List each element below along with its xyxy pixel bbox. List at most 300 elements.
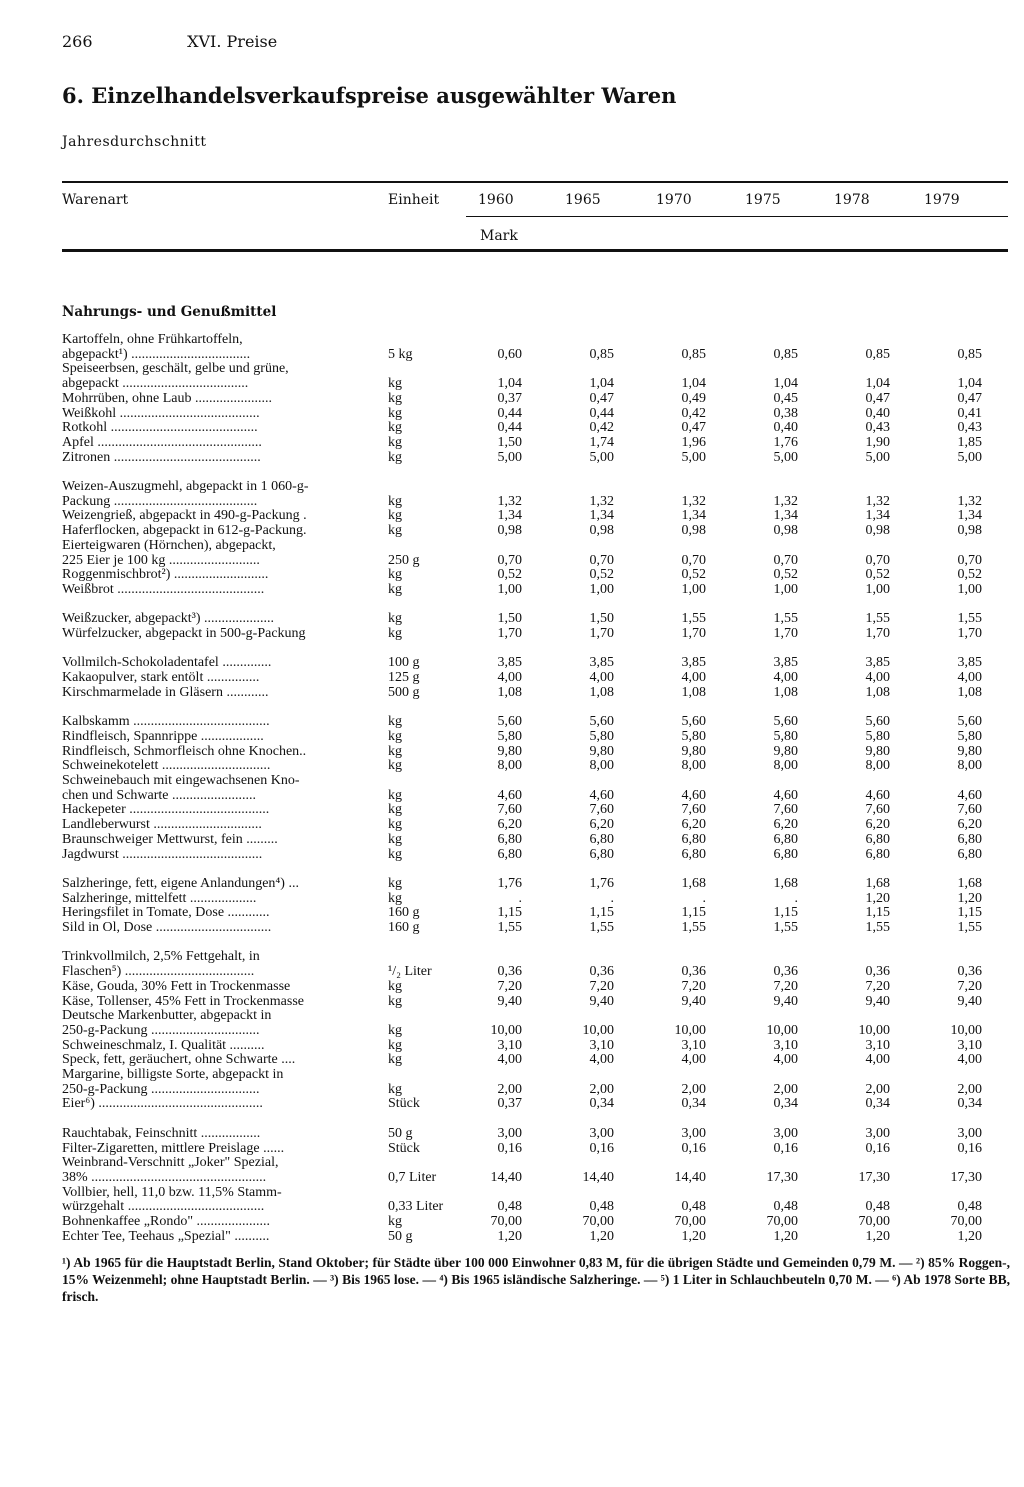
price-cell (614, 333, 706, 348)
price-cell: 5,60 (681, 714, 706, 730)
column-header-year-1975: 1975 (745, 192, 781, 208)
table-row (62, 730, 982, 745)
spacer-row (62, 936, 982, 951)
row-unit: kg (388, 1052, 402, 1068)
column-header-year-1979: 1979 (924, 192, 960, 208)
row-unit: kg (388, 1037, 402, 1053)
price-cell: 4,00 (865, 670, 890, 686)
table-row (62, 1097, 982, 1112)
row-label: 250-g-Packung ............................... (62, 1082, 260, 1097)
price-cell: 1,08 (865, 684, 890, 700)
price-cell: 10,00 (490, 1022, 522, 1038)
row-label: Trinkvollmilch, 2,5% Fettgehalt, in (62, 950, 260, 965)
price-cell: 5,80 (865, 728, 890, 744)
price-cell: 5,60 (589, 714, 614, 730)
row-unit: kg (388, 1081, 402, 1097)
table-row (62, 554, 982, 569)
row-label: Schweinekotelett ............................... (62, 759, 271, 774)
price-cell: 10,00 (950, 1022, 982, 1038)
table-row (62, 656, 982, 671)
price-cell: 2,00 (589, 1081, 614, 1097)
price-cell: 0,70 (589, 552, 614, 568)
price-cell: 6,80 (497, 831, 522, 847)
row-unit (388, 333, 464, 348)
price-cell: 0,16 (957, 1140, 982, 1156)
table-row (62, 715, 982, 730)
row-label: abgepackt¹) .................................. (62, 347, 251, 362)
price-cell (614, 1186, 706, 1201)
price-cell: 1,34 (957, 508, 982, 524)
price-cell: 4,00 (773, 1052, 798, 1068)
price-cell (522, 1009, 614, 1024)
price-cell: 7,60 (773, 802, 798, 818)
table-row (62, 980, 982, 995)
price-cell: 0,48 (957, 1199, 982, 1215)
table-row (62, 1171, 982, 1186)
price-cell: 0,52 (497, 567, 522, 583)
row-unit (388, 1009, 464, 1024)
price-cell: 0,45 (773, 390, 798, 406)
row-label: Bohnenkaffee „Rondo" ..................... (62, 1215, 271, 1230)
price-cell: 3,85 (773, 655, 798, 671)
price-cell: 3,00 (497, 1125, 522, 1141)
row-label: Margarine, billigste Sorte, abgepackt in (62, 1068, 284, 1083)
table-row (62, 627, 982, 642)
price-cell: 1,08 (681, 684, 706, 700)
price-cell: 2,00 (681, 1081, 706, 1097)
price-cell: 0,34 (773, 1096, 798, 1112)
price-cell: 0,47 (589, 390, 614, 406)
row-label: Kartoffeln, ohne Frühkartoffeln, (62, 333, 243, 347)
price-cell: 1,34 (773, 508, 798, 524)
price-cell: 9,40 (957, 993, 982, 1009)
price-cell: 0,16 (589, 1140, 614, 1156)
row-label: Weizengrieß, abgepackt in 490-g-Packung . (62, 509, 307, 524)
price-cell: 0,85 (773, 346, 798, 362)
price-cell: 3,10 (681, 1037, 706, 1053)
price-cell: 7,60 (589, 802, 614, 818)
price-cell: 1,04 (773, 376, 798, 392)
price-cell (464, 333, 522, 348)
price-cell: 6,20 (773, 817, 798, 833)
price-cell (614, 480, 706, 495)
price-cell: 3,85 (497, 655, 522, 671)
price-cell: . (518, 890, 522, 906)
price-cell (706, 1186, 798, 1201)
price-cell: 1,15 (865, 905, 890, 921)
price-cell: 1,55 (957, 611, 982, 627)
price-cell (706, 1156, 798, 1171)
price-cell: 6,20 (865, 817, 890, 833)
row-label: Rauchtabak, Feinschnitt ................. (62, 1126, 261, 1141)
row-unit: kg (388, 1214, 402, 1230)
table-row (62, 362, 982, 377)
price-cell: 70,00 (950, 1214, 982, 1230)
price-cell: 0,85 (681, 346, 706, 362)
row-label: würzgehalt ....................................... (62, 1200, 265, 1215)
table-row (62, 833, 982, 848)
price-cell: 1,20 (957, 890, 982, 906)
column-header-year-1960: 1960 (478, 192, 514, 208)
row-unit: kg (388, 449, 402, 465)
price-cell (798, 1156, 890, 1171)
price-cell: 1,00 (773, 581, 798, 597)
price-cell: 5,60 (957, 714, 982, 730)
price-cell: 1,15 (681, 905, 706, 921)
price-cell: 1,04 (865, 376, 890, 392)
price-cell: 0,85 (589, 346, 614, 362)
price-cell (798, 774, 890, 789)
price-cell: 3,00 (773, 1125, 798, 1141)
price-cell: 4,60 (497, 787, 522, 803)
price-cell: 70,00 (858, 1214, 890, 1230)
price-cell: 1,15 (589, 905, 614, 921)
price-cell: 2,00 (957, 1081, 982, 1097)
row-unit: kg (388, 434, 402, 450)
table-row (62, 995, 982, 1010)
price-cell: 1,32 (865, 493, 890, 509)
price-cell: 1,00 (865, 581, 890, 597)
table-subtitle: Jahresdurchschnitt (62, 134, 207, 150)
price-cell: 0,98 (957, 523, 982, 539)
price-cell: 1,76 (497, 875, 522, 891)
price-cell (614, 362, 706, 377)
price-cell: 5,00 (681, 449, 706, 465)
price-cell: 3,10 (497, 1037, 522, 1053)
price-cell: 8,00 (497, 758, 522, 774)
row-label: Schweinebauch mit eingewachsenen Kno- (62, 774, 300, 789)
price-cell: 3,10 (865, 1037, 890, 1053)
price-cell: 4,00 (589, 1052, 614, 1068)
price-cell (798, 950, 890, 965)
price-cell: 0,70 (865, 552, 890, 568)
spacer-row (62, 465, 982, 480)
price-cell (464, 1068, 522, 1083)
price-cell: 6,80 (865, 831, 890, 847)
table-row (62, 436, 982, 451)
table-row (62, 789, 982, 804)
page-header (62, 32, 277, 51)
row-label: 225 Eier je 100 kg .......................... (62, 553, 260, 568)
price-cell: 5,80 (681, 728, 706, 744)
price-cell: 1,34 (589, 508, 614, 524)
row-unit: 125 g (388, 670, 420, 686)
price-cell: 0,36 (497, 964, 522, 980)
price-cell: 1,55 (957, 920, 982, 936)
row-unit (388, 950, 464, 965)
price-cell: 8,00 (957, 758, 982, 774)
table-row (62, 1186, 982, 1201)
price-cell: 1,70 (957, 626, 982, 642)
price-cell: 1,32 (773, 493, 798, 509)
price-cell: 3,10 (589, 1037, 614, 1053)
table-row (62, 818, 982, 833)
price-cell: . (702, 890, 706, 906)
price-cell (890, 950, 982, 965)
price-cell: 0,40 (773, 420, 798, 436)
price-cell: 1,15 (497, 905, 522, 921)
price-cell: 0,34 (865, 1096, 890, 1112)
row-unit (388, 480, 464, 495)
price-cell: 1,34 (681, 508, 706, 524)
row-label: 38% .................................................. (62, 1170, 267, 1185)
price-cell: 4,00 (497, 670, 522, 686)
row-unit: kg (388, 978, 402, 994)
price-cell: 3,85 (681, 655, 706, 671)
price-cell: 9,80 (773, 743, 798, 759)
row-unit: kg (388, 567, 402, 583)
row-unit: kg (388, 523, 402, 539)
price-cell: 5,60 (497, 714, 522, 730)
row-label: Heringsfilet in Tomate, Dose ............ (62, 906, 270, 921)
price-cell: 1,68 (773, 875, 798, 891)
price-cell: 6,80 (681, 831, 706, 847)
price-cell (890, 1068, 982, 1083)
price-cell (522, 539, 614, 554)
price-cell: 0,34 (589, 1096, 614, 1112)
price-cell: 6,80 (589, 831, 614, 847)
row-unit: ¹/₂ Liter (388, 964, 432, 980)
table-row (62, 377, 982, 392)
price-cell: 6,80 (497, 846, 522, 862)
column-header-einheit: Einheit (388, 192, 440, 208)
row-unit: kg (388, 611, 402, 627)
price-cell (464, 1009, 522, 1024)
row-label: Zitronen .......................................... (62, 450, 261, 465)
price-cell (522, 774, 614, 789)
price-cell: 5,80 (773, 728, 798, 744)
price-cell: 0,52 (773, 567, 798, 583)
price-cell: 1,70 (773, 626, 798, 642)
spacer-row (62, 598, 982, 613)
price-cell (522, 1156, 614, 1171)
price-cell: 9,40 (865, 993, 890, 1009)
price-cell: 4,00 (865, 1052, 890, 1068)
price-cell: 0,44 (497, 420, 522, 436)
table-row (62, 1053, 982, 1068)
price-cell: 0,37 (497, 1096, 522, 1112)
table-row (62, 803, 982, 818)
price-cell: 6,80 (681, 846, 706, 862)
price-cell (890, 1156, 982, 1171)
row-unit: 5 kg (388, 346, 413, 362)
row-unit: 0,7 Liter (388, 1169, 437, 1185)
price-cell (464, 362, 522, 377)
currency-label: Mark (480, 228, 518, 244)
price-cell: 0,40 (865, 405, 890, 421)
table-row (62, 1083, 982, 1098)
price-cell: 7,20 (773, 978, 798, 994)
table-row (62, 495, 982, 510)
price-cell (464, 1186, 522, 1201)
price-cell (614, 539, 706, 554)
price-cell: 1,20 (681, 1228, 706, 1244)
price-cell: 1,08 (589, 684, 614, 700)
price-cell: 1,00 (957, 581, 982, 597)
price-cell (522, 362, 614, 377)
price-cell: 6,80 (865, 846, 890, 862)
price-cell: 0,38 (773, 405, 798, 421)
price-cell: 6,80 (589, 846, 614, 862)
price-cell: 70,00 (766, 1214, 798, 1230)
table-row (62, 539, 982, 554)
row-label: Hackepeter ........................................ (62, 803, 270, 818)
price-cell: 1,70 (497, 626, 522, 642)
price-cell: 1,55 (865, 611, 890, 627)
price-cell: 9,80 (865, 743, 890, 759)
price-cell: 4,60 (589, 787, 614, 803)
price-cell (890, 1009, 982, 1024)
row-unit: 250 g (388, 552, 420, 568)
price-cell: 0,36 (957, 964, 982, 980)
price-cell: 10,00 (582, 1022, 614, 1038)
price-cell: 1,74 (589, 434, 614, 450)
row-label: Roggenmischbrot²) ........................... (62, 568, 269, 583)
price-cell: 4,60 (957, 787, 982, 803)
price-cell: 4,00 (773, 670, 798, 686)
price-cell (464, 539, 522, 554)
price-cell: 9,80 (589, 743, 614, 759)
price-cell (614, 1156, 706, 1171)
price-cell: 0,52 (957, 567, 982, 583)
row-unit: kg (388, 758, 402, 774)
price-cell: 1,55 (773, 920, 798, 936)
row-label: Weißzucker, abgepackt³) .................... (62, 612, 275, 627)
price-cell: 4,60 (681, 787, 706, 803)
table-row (62, 745, 982, 760)
price-cell: 9,40 (681, 993, 706, 1009)
price-cell: 0,70 (681, 552, 706, 568)
row-label: Salzheringe, mittelfett ................... (62, 891, 257, 906)
price-cell (706, 1068, 798, 1083)
table-row (62, 965, 982, 980)
price-cell: 6,80 (957, 831, 982, 847)
price-cell: 0,70 (497, 552, 522, 568)
row-label: Speck, fett, geräuchert, ohne Schwarte .... (62, 1053, 296, 1068)
table-row (62, 906, 982, 921)
price-cell: 17,30 (858, 1169, 890, 1185)
chapter-title: XVI. Preise (187, 32, 278, 51)
price-cell: 0,52 (681, 567, 706, 583)
price-cell: 2,00 (497, 1081, 522, 1097)
price-cell: 1,08 (957, 684, 982, 700)
price-cell: 14,40 (582, 1169, 614, 1185)
price-cell: 9,40 (773, 993, 798, 1009)
price-cell (890, 362, 982, 377)
price-cell (522, 333, 614, 348)
price-cell (614, 1068, 706, 1083)
price-cell: 1,76 (589, 875, 614, 891)
price-cell: 10,00 (766, 1022, 798, 1038)
column-header-year-1965: 1965 (565, 192, 601, 208)
price-cell (890, 1186, 982, 1201)
header-bottom-rule (62, 249, 1008, 252)
price-cell: 7,60 (865, 802, 890, 818)
table-row (62, 950, 982, 965)
row-label: Packung ......................................... (62, 494, 258, 509)
price-cell: 0,47 (957, 390, 982, 406)
row-label: Flaschen⁵) ..................................... (62, 965, 255, 980)
price-cell: 6,20 (681, 817, 706, 833)
price-cell (706, 539, 798, 554)
row-unit (388, 1156, 464, 1171)
row-label: Äpfel ............................................... (62, 435, 262, 450)
price-cell: 7,20 (957, 978, 982, 994)
row-unit: kg (388, 581, 402, 597)
price-cell: 1,20 (957, 1228, 982, 1244)
price-cell (706, 950, 798, 965)
row-label: 250-g-Packung ............................... (62, 1023, 260, 1038)
price-cell: 0,16 (681, 1140, 706, 1156)
price-cell: 0,43 (957, 420, 982, 436)
page-number: 266 (62, 32, 93, 51)
price-cell: 1,00 (497, 581, 522, 597)
price-cell (464, 774, 522, 789)
price-cell: 14,40 (490, 1169, 522, 1185)
price-cell: 1,32 (589, 493, 614, 509)
row-label: Eier⁶) ............................................... (62, 1097, 263, 1112)
price-cell: 0,48 (589, 1199, 614, 1215)
row-label: Rindfleisch, Schmorfleisch ohne Knochen.. (62, 744, 307, 759)
price-cell: 3,00 (589, 1125, 614, 1141)
price-cell: 4,60 (865, 787, 890, 803)
price-cell (706, 480, 798, 495)
price-cell: 2,00 (865, 1081, 890, 1097)
table-row (62, 892, 982, 907)
price-cell: . (610, 890, 614, 906)
table-row (62, 451, 982, 466)
table-row (62, 1156, 982, 1171)
table-title: 6. Einzelhandelsverkaufspreise ausgewählter Waren (62, 83, 677, 108)
price-cell: 6,80 (957, 846, 982, 862)
price-cell: 0,52 (865, 567, 890, 583)
row-label: Eierteigwaren (Hörnchen), abgepackt, (62, 538, 276, 553)
price-cell: 9,80 (681, 743, 706, 759)
table-row (62, 421, 982, 436)
row-label: Käse, Tollenser, 45% Fett in Trockenmasse (62, 994, 305, 1009)
price-cell: 0,48 (681, 1199, 706, 1215)
row-label: Weißkohl ........................................ (62, 406, 260, 421)
price-cell: 1,90 (865, 434, 890, 450)
price-cell: 1,04 (497, 376, 522, 392)
price-cell (522, 950, 614, 965)
row-unit: kg (388, 626, 402, 642)
price-cell (522, 480, 614, 495)
price-cell: 3,85 (957, 655, 982, 671)
spacer-row (62, 701, 982, 716)
price-cell: 5,00 (957, 449, 982, 465)
price-cell: 8,00 (681, 758, 706, 774)
price-cell (464, 480, 522, 495)
price-cell (798, 1186, 890, 1201)
price-cell: 7,20 (681, 978, 706, 994)
row-unit: kg (388, 728, 402, 744)
row-unit: Stück (388, 1140, 420, 1156)
column-header-year-1978: 1978 (834, 192, 870, 208)
price-cell: 0,42 (589, 420, 614, 436)
price-cell: 9,80 (497, 743, 522, 759)
price-cell: 1,68 (681, 875, 706, 891)
price-cell: 1,55 (773, 611, 798, 627)
row-label: Haferflocken, abgepackt in 612-g-Packung. (62, 524, 307, 539)
price-cell: 0,52 (589, 567, 614, 583)
price-cell: 7,20 (497, 978, 522, 994)
section-heading: Nahrungs- und Genußmittel (62, 304, 277, 320)
price-cell: 5,00 (865, 449, 890, 465)
price-cell: 70,00 (582, 1214, 614, 1230)
price-cell (522, 1068, 614, 1083)
price-cell (464, 950, 522, 965)
